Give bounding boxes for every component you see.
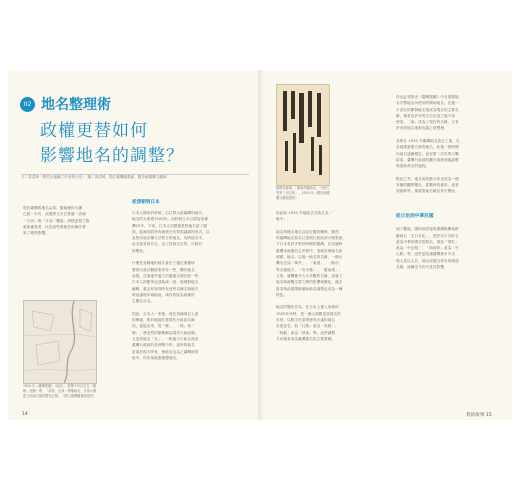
text-line: 你也必須指出《臺灣堡圖》中各重要地	[396, 95, 459, 99]
text-line: 名稱，延續至今仍可見其影響。	[396, 265, 448, 270]
map-figure	[23, 300, 97, 384]
text-line: 內地名逐漸穩定，直至第二次世界大戰	[396, 151, 459, 156]
text-line: 灣名比如「萬丹」、「東港」、「新市」	[276, 261, 343, 266]
archival-document-image	[276, 84, 330, 186]
text-line: 小部分的開發地名後成為現在的主要名	[396, 107, 459, 112]
text-line: 什麼是各種地的地名會在了德住康德研	[132, 261, 195, 266]
text-line: 臺灣行政區的長時間中的，部份的地名	[132, 343, 195, 348]
text-line: 地名與政權交替之間的影響與變化，過去	[276, 280, 343, 285]
text-line: 原本與此規則較確而地名調整也成為一種	[276, 286, 343, 291]
text-line: 灣25年，不來，日本人初期還是對地名留了錯	[132, 223, 207, 228]
intro-column	[23, 205, 95, 285]
text-line: 與重新命名的過程。	[396, 164, 430, 169]
text-line: 地名的大改簽1920年。這時候日本已經接治臺	[132, 217, 209, 222]
text-line: 地名的變化作為，在日本人建入治理的	[276, 305, 339, 310]
text-line: 全面更名，如「打狗」改為「高雄」，	[276, 324, 339, 329]
text-line: 名平整地名所使用的開始地名，在後一	[396, 101, 459, 106]
text-line: 的臺灣地名原本已是與行政區部分相對而，	[276, 236, 347, 241]
text-line: 其實在 1920 年臺灣地名改正之後，在	[396, 139, 460, 144]
body-column-right-a	[276, 210, 388, 410]
text-line: 來了哪些影響。	[23, 231, 49, 236]
text-line: 重新審查者，以及這些系統性的操作帶	[23, 224, 86, 229]
text-line: 稱，像是有許多的古名在這之後不再	[396, 113, 456, 118]
text-line: 城鎮、地名。以後一地名的名稱，一個台	[276, 255, 343, 260]
headline-line-1: 政權更替如何	[40, 121, 148, 141]
text-line: 到了戰後，國民政府接收臺灣後開始推	[396, 227, 459, 232]
text-line: 改為「中正路」、「明治町」改為「中	[396, 246, 459, 251]
text-line: 許多的地名後來也隨之被整理。	[396, 126, 448, 131]
text-line: ／日治」與「日治／戰後」兩樣更替之際	[23, 218, 90, 223]
map-caption: 1920 年《臺灣堡圖》（局部）：從彎中可以見在「鳳鄉」范圍一帶，「新厝」也與一帶場地名，目前六國建立此地名場的變化記錄。（國立臺灣圖書館提供）	[23, 384, 97, 398]
section-title: 地名整理術	[41, 97, 111, 113]
text-line: 又來，就轉換今天大多數的名稱，造就了	[276, 273, 343, 278]
text-line: 除此之外，地名的改動方向也成為一個	[396, 176, 459, 181]
text-line: 各地重新建立新的地名，此後一段時間	[396, 145, 459, 150]
text-line: 使用，「東」成為了現在的名稱，又有	[396, 120, 459, 125]
headline-line-2: 影響地名的調整？	[40, 146, 184, 166]
text-line: 區中，仍有某地重理整地名。	[132, 355, 181, 360]
author-credit: 文｜黃清琦（黑貝比地圖工作室執行長） 圖｜黃清琦、國立臺灣圖書館、國史館臺灣文獻館	[21, 175, 167, 179]
text-line: 有趣的觀察題目，從舊時的地形、產業	[396, 183, 459, 188]
text-line: 現大量以人名、地名或德目命名的街道	[396, 258, 459, 263]
page-footer-right	[466, 412, 492, 418]
article-headline	[40, 119, 184, 169]
text-line: 及對各地各種方法對立的地名，均將地名中，	[132, 236, 206, 241]
section-number-badge: 02	[20, 97, 35, 112]
document-caption: 總督府檔案：「臺南州壩新田、八里田等等三田名所」，1920 年（國史館臺灣文獻館提供）	[276, 186, 330, 200]
text-line: 等名個地方，「安平港」、「臺南城」，	[276, 267, 343, 272]
text-line: 日本人的類別也達新改一改，地理對地名	[132, 280, 199, 285]
text-line: 誤，能補找的所有地號分布對高調調的形式，以	[132, 229, 210, 234]
text-line: 臺灣本統過有主的程序，造就各個地名區	[276, 248, 343, 253]
text-line: 「阿緱」改為「屏東」等。這些調整	[276, 330, 336, 335]
page-number-right: 15	[485, 413, 492, 418]
subhead-japan-to-roc: 從日治到中華民國	[396, 213, 434, 219]
text-line: 又更改地名「名」，一般地方行政名改至	[132, 336, 199, 341]
text-line: 主應名目名。	[132, 299, 155, 304]
text-line: 方向後來成為臺灣地名的主要基礎。	[276, 336, 336, 341]
text-line: 更改於現今所有，使地名也為之臺灣府的	[132, 349, 199, 354]
body-column-right-b	[396, 94, 504, 404]
text-line: 時這處理多城地區，城內的區為研確的	[132, 292, 195, 297]
text-line: 編輯，重去好知同時在這些名種名個地方	[132, 286, 199, 291]
text-line: 日本人剛來的時候，沿打算大改臺灣的地名，	[132, 211, 206, 215]
text-line: 山路」等，這些更改讓臺灣都市中出	[396, 252, 456, 257]
text-line: 結束，臺灣行政區的劃分再度面臨調整	[396, 157, 459, 162]
text-line: 到族群等，都能從地名窺見其中變化。	[396, 189, 459, 194]
page-gutter	[258, 70, 264, 420]
text-line: 明於臺灣的地名沿革，隨地理的大遷	[23, 206, 83, 210]
text-line: 的，從地名來，從「鄉」、「保」到「	[132, 324, 195, 329]
text-line: 改為中華民國式的路名，例如「榮町」	[396, 239, 459, 244]
text-line: 因此，日本人一來後，就先初補城以上改	[132, 311, 199, 316]
subhead-qing-to-japan: 從清朝到日本	[132, 200, 160, 205]
text-line: 動地名「去日本化」，把許多日式町名	[396, 233, 459, 238]
text-line: 已經一半有，這裏將文字打算讓「清朝	[23, 212, 86, 217]
text-line: 前後，近頂地外邊方法臺地名理比較一些，	[132, 273, 203, 278]
body-column-left	[132, 210, 244, 410]
text-line: 雍中」。	[276, 217, 291, 222]
map-illustration	[24, 301, 96, 383]
text-line: 下日本有許多對好時間的臺灣，在清朝時	[276, 242, 343, 247]
text-line: 歷的行政自體改事者有一些，關於地名	[132, 267, 195, 272]
magazine-label: 我的故事	[466, 413, 485, 418]
text-line: 鄉」，將這些的類稱稱為現在行政區稱。	[132, 330, 199, 335]
text-line: 1920年代時，是一個大規模更改地名的	[276, 311, 341, 316]
text-line: 特色。	[276, 292, 288, 297]
text-line: 如此前 1920 年地政正式改名為「	[276, 211, 333, 215]
text-line: 這全按有的台名，為了控制完全的，行政村	[132, 242, 203, 247]
text-line: 地名與後各地名以及位置的關係，雖然	[276, 229, 339, 234]
page-number-left: 14	[22, 412, 28, 417]
text-line: 的變化。	[132, 248, 147, 253]
text-line: 年份，以雅字化原則使得多處的地名	[276, 318, 336, 323]
text-line: 的鄉域，對於地區的是現代行政區名稱	[132, 318, 195, 323]
